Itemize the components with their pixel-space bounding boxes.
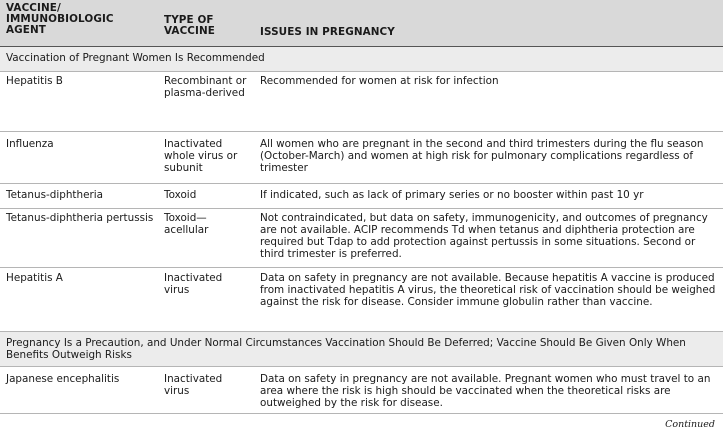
table-header bbox=[0, 0, 723, 47]
row-agent: Influenza bbox=[6, 138, 54, 150]
section-recommended bbox=[0, 47, 723, 72]
section-title: Vaccination of Pregnant Women Is Recommended bbox=[6, 52, 265, 64]
row-agent: Japanese encephalitis bbox=[6, 373, 120, 385]
table-row bbox=[0, 72, 723, 132]
row-issues: Not contraindicated, but data on safety, immunogenicity, and outcomes of pregnancy are not available. ACIP recommends Td when tetanus and diphtheria protection are required but Tdap to add protection against pertussis in some situations. Second or third trimester is preferred. bbox=[260, 212, 708, 260]
table-row bbox=[0, 184, 723, 209]
row-issues: Data on safety in pregnancy are not available. Because hepatitis A vaccine is produced from inactivated hepatitis A virus, the theoretical risk of vaccination should be weighed against the risk for disease. Consider immune globulin rather than vaccine. bbox=[260, 272, 716, 308]
row-agent: Hepatitis B bbox=[6, 75, 63, 87]
row-issues: All women who are pregnant in the second and third trimesters during the flu season (October-March) and women at high risk for pulmonary complications regardless of trimester bbox=[260, 138, 704, 174]
row-type: Inactivated virus bbox=[164, 373, 223, 397]
header-type: TYPE OF VACCINE bbox=[164, 14, 215, 37]
table-row bbox=[0, 132, 723, 184]
row-type: Inactivated whole virus or subunit bbox=[164, 138, 238, 174]
table-row bbox=[0, 367, 723, 414]
continued-note: Continued bbox=[665, 419, 715, 430]
row-agent: Tetanus-diphtheria pertussis bbox=[6, 212, 154, 224]
row-issues: Recommended for women at risk for infection bbox=[260, 75, 499, 87]
section-title: Pregnancy Is a Precaution, and Under Normal Circumstances Vaccination Should Be Deferred; Vaccine Should Be Given Only When Benefits Outweigh Risks bbox=[6, 337, 686, 361]
section-precaution bbox=[0, 332, 723, 367]
row-type: Recombinant or plasma-derived bbox=[164, 75, 247, 99]
row-type: Toxoid—acellular bbox=[164, 212, 209, 236]
header-agent: VACCINE/ IMMUNOBIOLOGIC AGENT bbox=[6, 2, 114, 36]
row-agent: Hepatitis A bbox=[6, 272, 63, 284]
row-agent: Tetanus-diphtheria bbox=[6, 189, 103, 201]
table-row bbox=[0, 209, 723, 268]
row-type: Toxoid bbox=[164, 189, 197, 201]
row-issues: If indicated, such as lack of primary series or no booster within past 10 yr bbox=[260, 189, 644, 201]
row-type: Inactivated virus bbox=[164, 272, 223, 296]
table-row bbox=[0, 268, 723, 332]
row-issues: Data on safety in pregnancy are not available. Pregnant women who must travel to an area where the risk is high should be vaccinated when the theoretical risks are outweighed by the risk for disease. bbox=[260, 373, 711, 409]
header-issues: ISSUES IN PREGNANCY bbox=[260, 26, 395, 38]
